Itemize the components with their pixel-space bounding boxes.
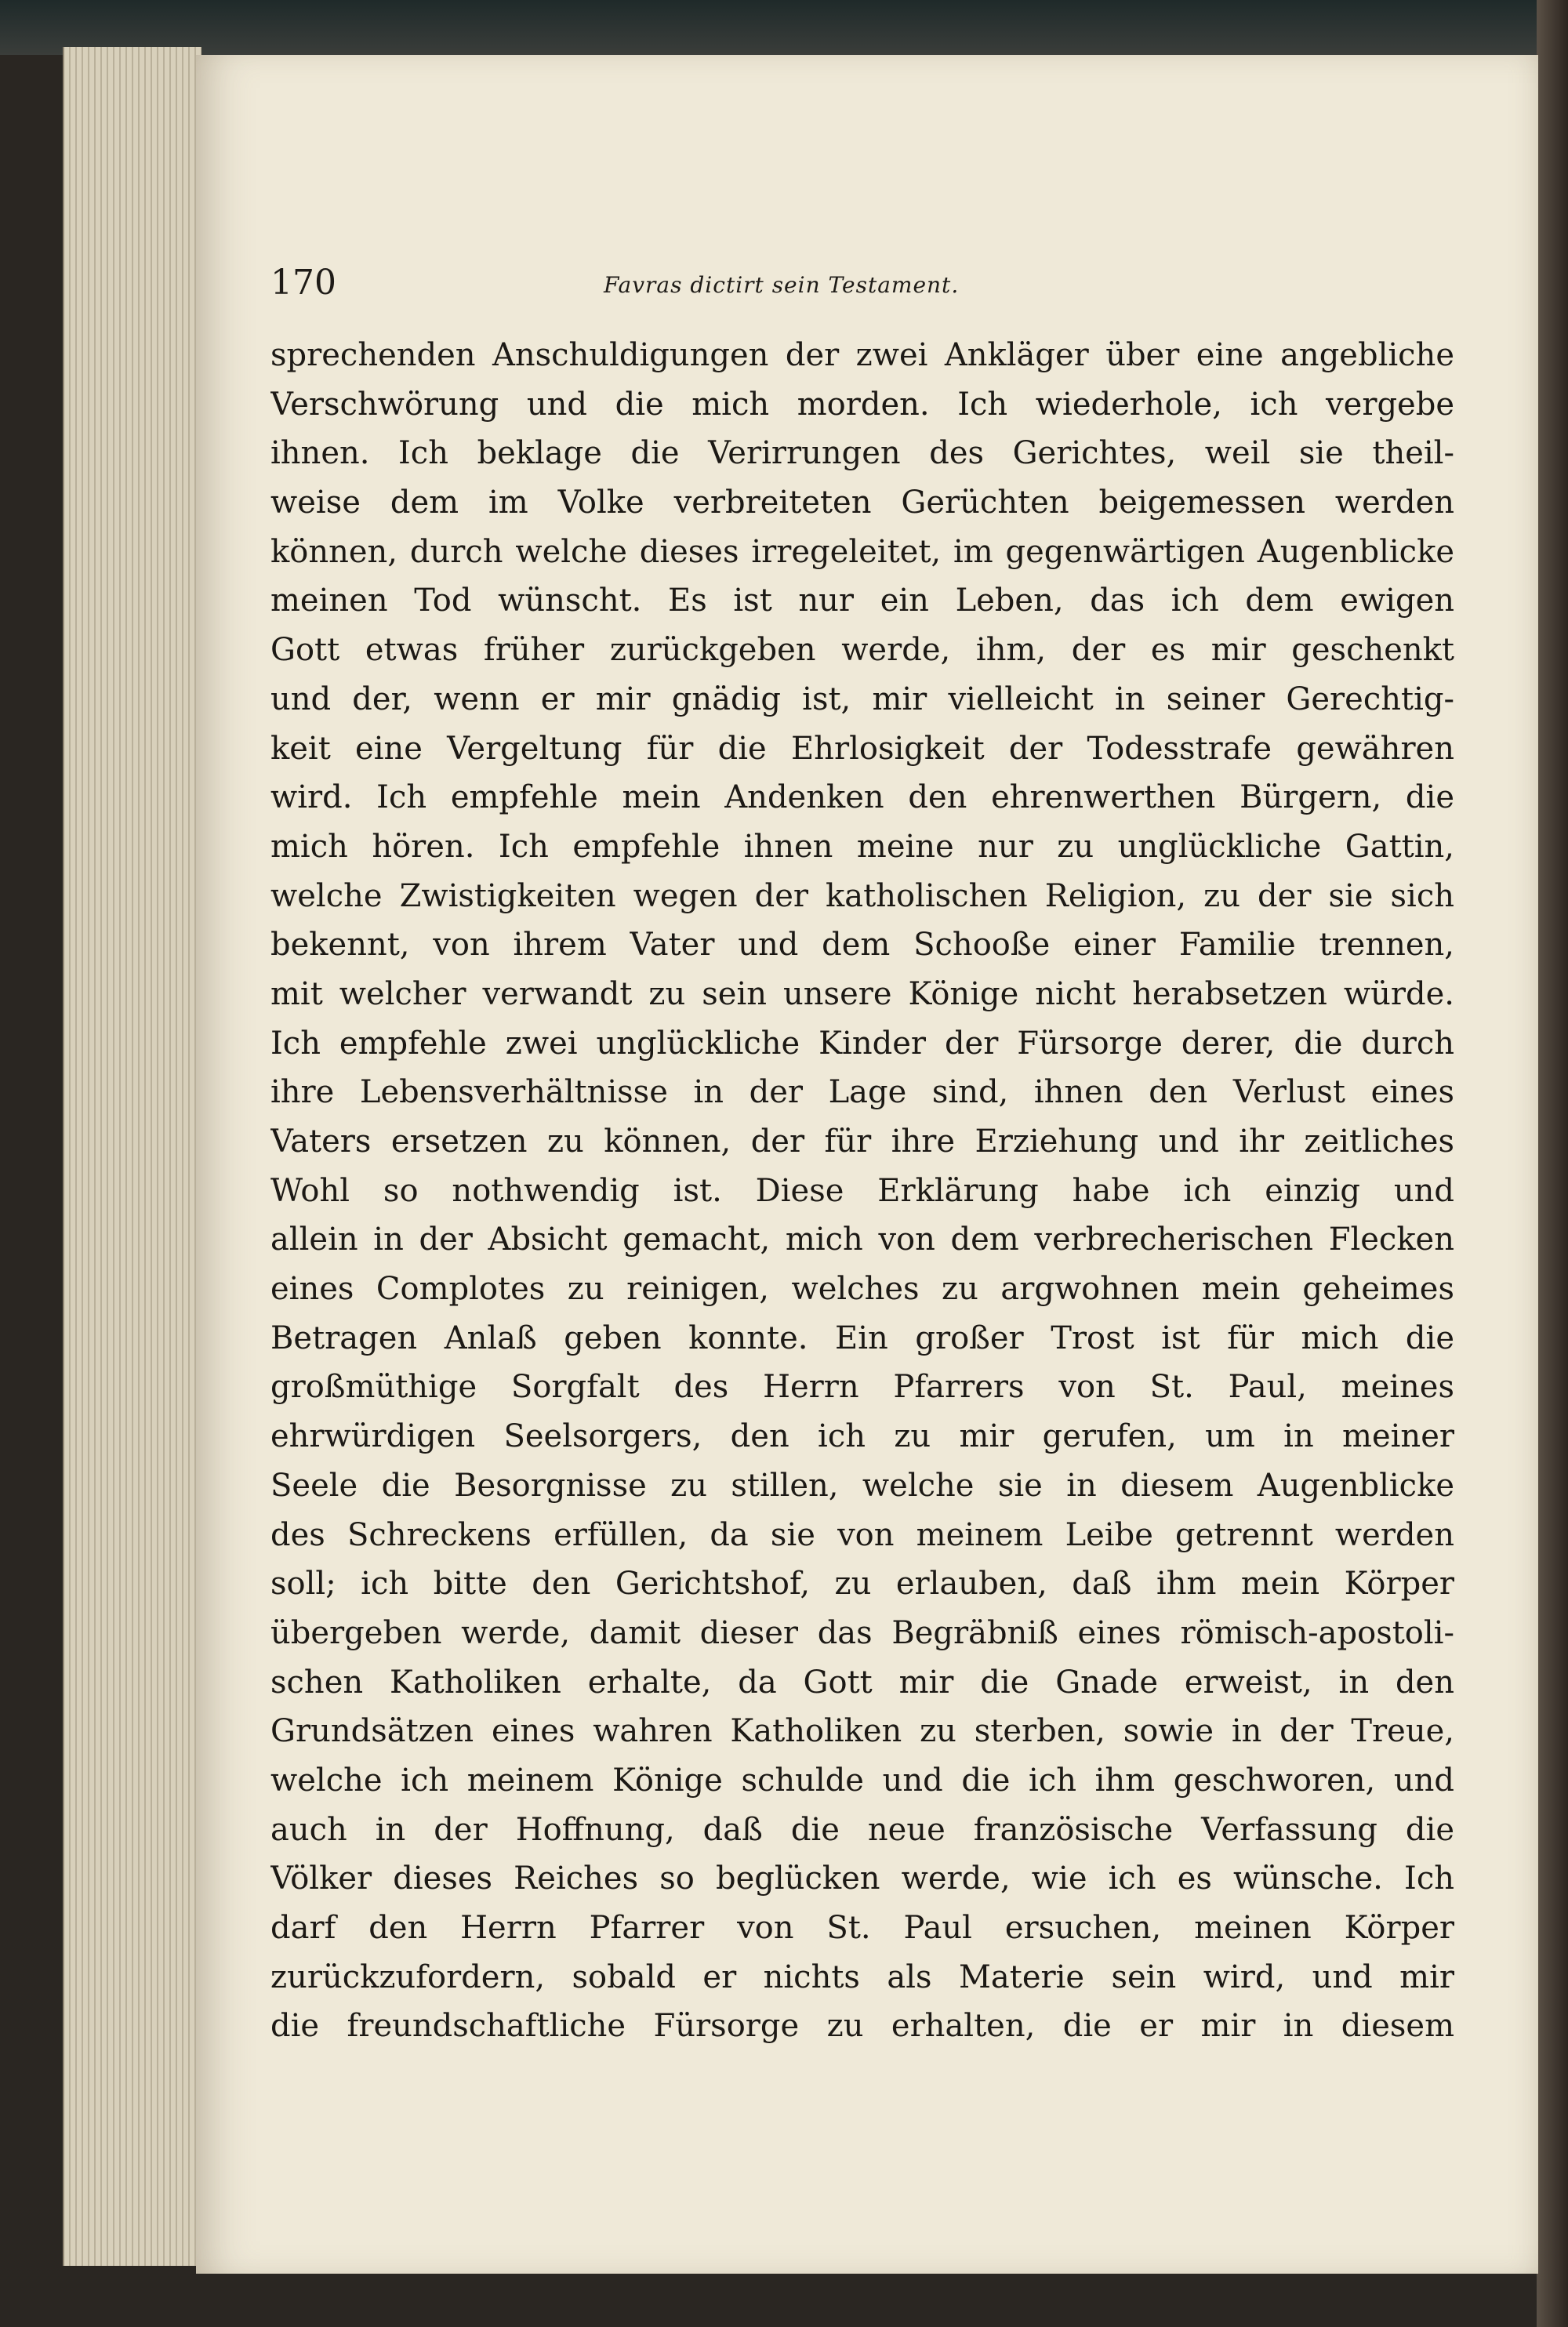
text-line: und der, wenn er mir gnädig ist, mir vielleicht in seiner Gerechtig- (270, 681, 1454, 717)
text-line: mich hören. Ich empfehle ihnen meine nur zu unglückliche Gattin, (270, 828, 1454, 865)
text-line: Vaters ersetzen zu können, der für ihre Erziehung und ihr zeitliches (270, 1124, 1454, 1160)
text-line: eines Complotes zu reinigen, welches zu argwohnen mein geheimes (270, 1271, 1454, 1308)
text-line: ihnen. Ich beklage die Verirrungen des Gerichtes, weil sie theil- (270, 435, 1454, 472)
text-line: Gott etwas früher zurückgeben werde, ihm, der es mir geschenkt (270, 632, 1454, 669)
text-line: Wohl so nothwendig ist. Diese Erklärung habe ich einzig und (270, 1172, 1454, 1209)
running-head: Favras dictirt sein Testament. (604, 272, 960, 298)
text-line: mit welcher verwandt zu sein unsere Könige nicht herabsetzen würde. (270, 975, 1454, 1012)
text-line: meinen Tod wünscht. Es ist nur ein Leben, das ich dem ewigen (270, 583, 1454, 619)
text-line: die freundschaftliche Fürsorge zu erhalten, die er mir in diesem (270, 2008, 1454, 2045)
text-line: keit eine Vergeltung für die Ehrlosigkeit der Todesstrafe gewähren (270, 730, 1454, 767)
book-cover-edge (0, 0, 1568, 55)
text-line: des Schreckens erfüllen, da sie von meinem Leibe getrennt werden (270, 1516, 1454, 1553)
text-line: schen Katholiken erhalte, da Gott mir die Gnade erweist, in den (270, 1664, 1454, 1701)
text-line: Betragen Anlaß geben konnte. Ein großer Trost ist für mich die (270, 1320, 1454, 1356)
text-line: großmüthige Sorgfalt des Herrn Pfarrers von St. Paul, meines (270, 1369, 1454, 1406)
text-line: sprechenden Anschuldigungen der zwei Ankläger über eine angebliche (270, 337, 1454, 373)
text-line: zurückzufordern, sobald er nichts als Materie sein wird, und mir (270, 1959, 1454, 1995)
book-spine (1537, 0, 1568, 2327)
page-header (270, 263, 1196, 310)
text-line: ihre Lebensverhältnisse in der Lage sind, ihnen den Verlust eines (270, 1074, 1454, 1111)
text-line: ehrwürdigen Seelsorgers, den ich zu mir gerufen, um in meiner (270, 1418, 1454, 1455)
text-line: bekennt, von ihrem Vater und dem Schooße einer Familie trennen, (270, 927, 1454, 964)
body-text (270, 331, 1454, 2051)
text-line: Seele die Besorgnisse zu stillen, welche sie in diesem Augenblicke (270, 1467, 1454, 1504)
page-number: 170 (270, 263, 336, 303)
text-line: allein in der Absicht gemacht, mich von dem verbrecherischen Flecken (270, 1222, 1454, 1258)
text-line: Völker dieses Reiches so beglücken werde, wie ich es wünsche. Ich (270, 1861, 1454, 1897)
text-line: weise dem im Volke verbreiteten Gerüchten beigemessen werden (270, 485, 1454, 521)
text-line: wird. Ich empfehle mein Andenken den ehrenwerthen Bürgern, die (270, 779, 1454, 816)
text-line: welche ich meinem Könige schulde und die ich ihm geschworen, und (270, 1762, 1454, 1799)
text-line: Grundsätzen eines wahren Katholiken zu sterben, sowie in der Treue, (270, 1713, 1454, 1750)
text-line: Verschwörung und die mich morden. Ich wiederhole, ich vergebe (270, 386, 1454, 423)
page-stack-edge (63, 47, 201, 2266)
text-line: welche Zwistigkeiten wegen der katholischen Religion, zu der sie sich (270, 877, 1454, 914)
text-line: übergeben werde, damit dieser das Begräbniß eines römisch-apostoli- (270, 1614, 1454, 1651)
text-line: darf den Herrn Pfarrer von St. Paul ersuchen, meinen Körper (270, 1910, 1454, 1946)
text-line: Ich empfehle zwei unglückliche Kinder der Fürsorge derer, die durch (270, 1025, 1454, 1062)
text-line: auch in der Hoffnung, daß die neue französische Verfassung die (270, 1811, 1454, 1848)
text-line: können, durch welche dieses irregeleitet, im gegenwärtigen Augenblicke (270, 533, 1454, 570)
text-line: soll; ich bitte den Gerichtshof, zu erlauben, daß ihm mein Körper (270, 1566, 1454, 1603)
